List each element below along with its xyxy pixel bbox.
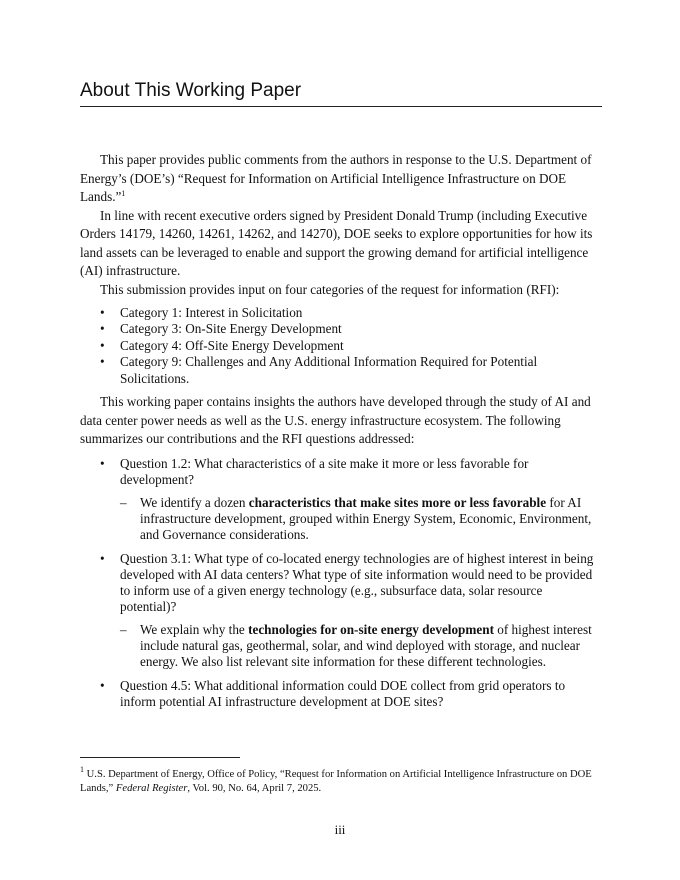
answer-emphasis: characteristics that make sites more or less favorable bbox=[248, 494, 547, 510]
category-item: • Category 3: On-Site Energy Development bbox=[80, 321, 600, 337]
question-text: Question 1.2: What characteristics of a site make it more or less favorable for development? bbox=[120, 455, 529, 487]
page-number: iii bbox=[334, 822, 346, 837]
category-item: • Category 4: Off-Site Energy Development bbox=[80, 338, 600, 354]
footnote-number: 1 bbox=[80, 765, 84, 774]
category-list bbox=[80, 305, 600, 387]
category-item: • Category 9: Challenges and Any Additional Information Required for Potential Solicitations. bbox=[80, 354, 600, 387]
document-body bbox=[80, 151, 600, 718]
summary-paragraph: This working paper contains insights the authors have developed through the study of AI and data center power needs as well as the U.S. energy infrastructure ecosystem. The following summarizes our contributions and the RFI questions addressed: bbox=[80, 394, 591, 447]
answer-emphasis: technologies for on-site energy development bbox=[248, 621, 494, 637]
footnote-text: U.S. Department of Energy, Office of Policy, “Request for Information on Artificial Intelligence Infrastructure on DOE Lands,” bbox=[80, 769, 592, 794]
intro-paragraph-1-text: This paper provides public comments from the authors in response to the U.S. Department of Energy’s (DOE’s) “Request for Information on Artificial Intelligence Infrastructure on DOE Lands.” bbox=[80, 152, 592, 204]
answer-item bbox=[120, 622, 600, 670]
category-item: • Category 1: Interest in Solicitation bbox=[80, 305, 600, 321]
footnote-divider bbox=[80, 757, 240, 758]
answer-text: of highest interest include natural gas, geothermal, solar, and wind deployed with storage, and nuclear energy. We also list relevant site information for these different technologies. bbox=[140, 621, 592, 669]
answer-list bbox=[120, 622, 600, 670]
answer-item bbox=[120, 495, 600, 543]
footnote bbox=[80, 765, 600, 796]
question-list bbox=[80, 456, 600, 710]
intro-paragraph-2: In line with recent executive orders signed by President Donald Trump (including Executive Orders 14179, 14260, 14261, 14262, and 14270), DOE seeks to explore opportunities for how its land assets can be leveraged to enable and support the growing demand for artificial intelligence (AI) infrastructure. bbox=[80, 207, 593, 278]
answer-text: We explain why the bbox=[140, 621, 249, 637]
answer-list bbox=[120, 495, 600, 543]
intro-paragraph-3: This submission provides input on four categories of the request for information (RFI): bbox=[100, 281, 560, 297]
question-text: Question 3.1: What type of co-located energy technologies are of highest interest in being developed with AI data centers? What type of site information would need to be provided to inform use of a given energy technology (e.g., subsurface data, solar resource potential)? bbox=[120, 550, 594, 614]
title-divider bbox=[80, 106, 602, 107]
answer-text: We identify a dozen bbox=[140, 494, 249, 510]
question-item bbox=[80, 678, 600, 710]
page-title: About This Working Paper bbox=[80, 80, 302, 101]
intro-paragraph-1 bbox=[80, 151, 600, 207]
question-item bbox=[80, 551, 600, 670]
footnote-text: , Vol. 90, No. 64, April 7, 2025. bbox=[187, 783, 322, 794]
footnote-publication: Federal Register bbox=[115, 783, 188, 794]
question-text: Question 4.5: What additional information could DOE collect from grid operators to inform potential AI infrastructure development at DOE sites? bbox=[120, 677, 566, 709]
answer-text: for AI infrastructure development, grouped within Energy System, Economic, Environment, and Governance considerations. bbox=[140, 494, 592, 542]
question-item bbox=[80, 456, 600, 543]
footnote-reference[interactable]: 1 bbox=[121, 189, 126, 198]
